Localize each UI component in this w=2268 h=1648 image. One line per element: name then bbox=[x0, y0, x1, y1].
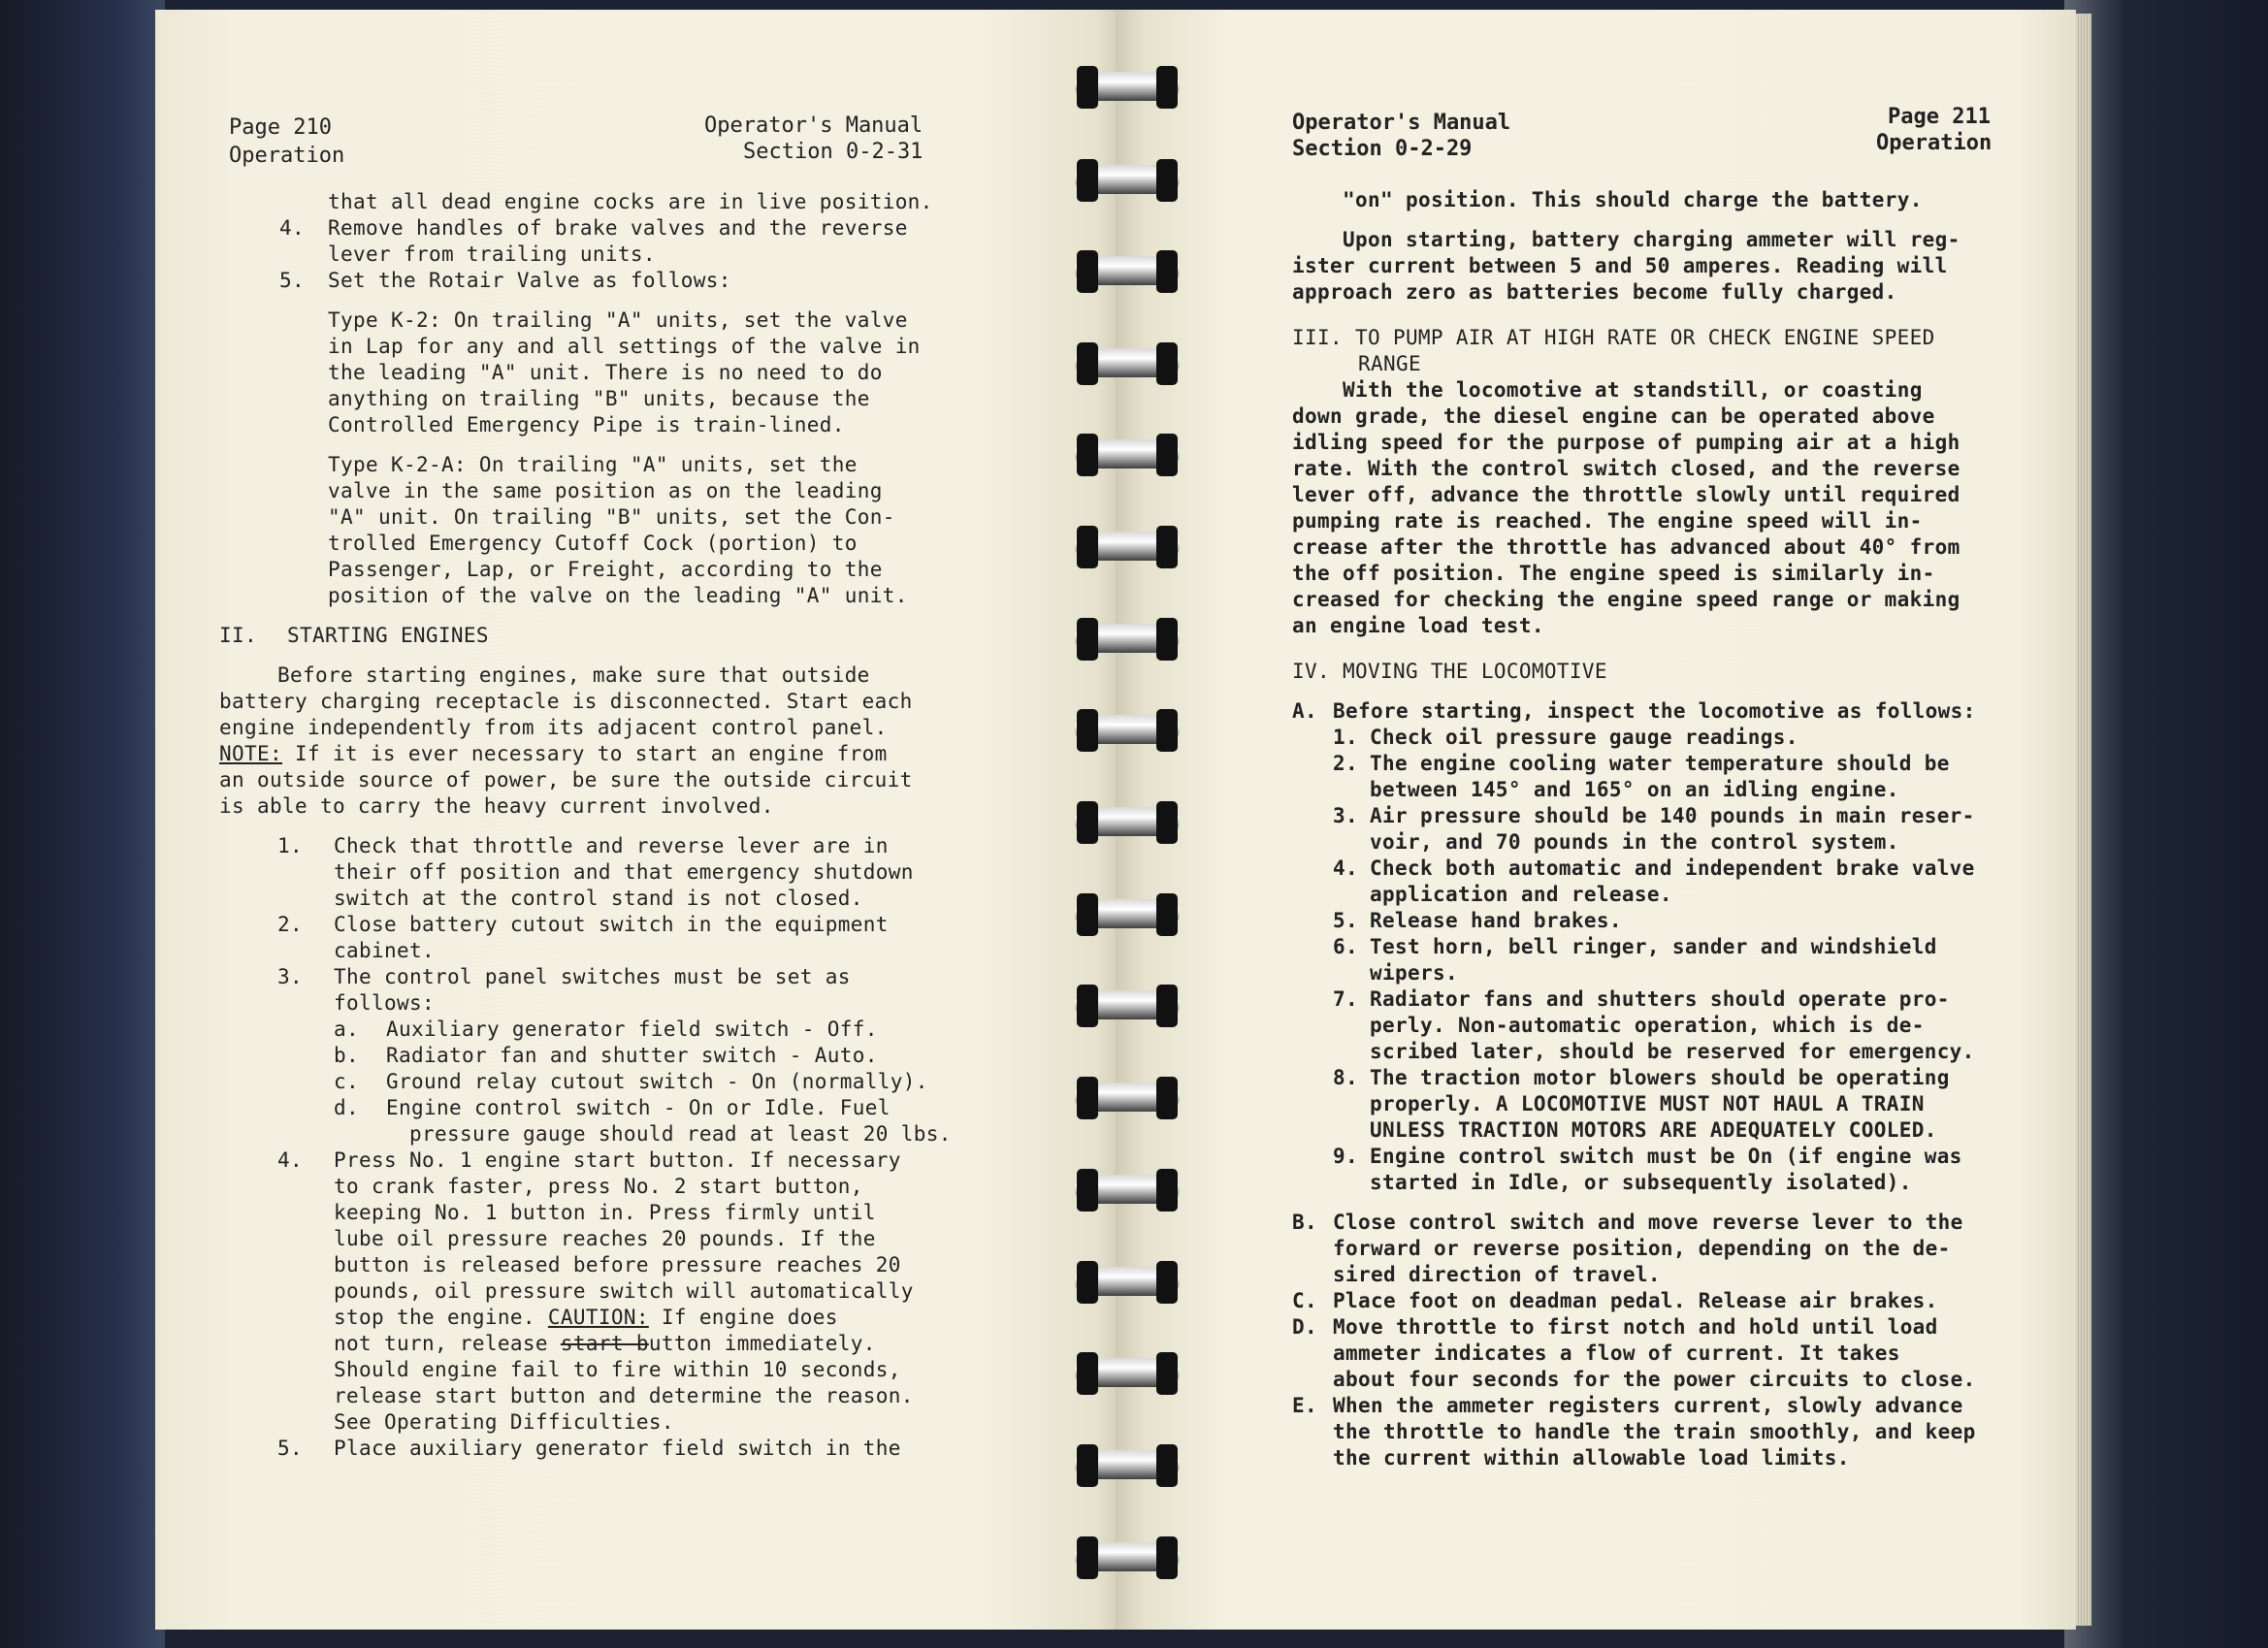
list-item bbox=[1292, 934, 1976, 960]
body-line bbox=[219, 741, 952, 767]
body-line: the leading "A" unit. There is no need to do bbox=[328, 361, 883, 384]
list-item bbox=[1292, 751, 1976, 777]
list-item bbox=[219, 268, 952, 294]
body-line: engine independently from its adjacent control panel. bbox=[219, 716, 888, 739]
body-line: an engine load test. bbox=[1292, 614, 1544, 637]
item-text: The engine cooling water temperature should be bbox=[1370, 752, 1950, 775]
item-text: The control panel switches must be set as bbox=[334, 965, 851, 988]
item-number: 4. bbox=[277, 1148, 303, 1172]
item-number: 1. bbox=[1333, 726, 1358, 749]
item-text: Radiator fans and shutters should operate pro- bbox=[1370, 987, 1950, 1011]
item-letter: E. bbox=[1292, 1394, 1317, 1417]
page-stack-edge bbox=[2076, 14, 2091, 1626]
body-line: is able to carry the heavy current involved. bbox=[219, 794, 774, 818]
body-line: the throttle to handle the train smoothly, and keep bbox=[1333, 1420, 1976, 1443]
binder-cover-left bbox=[0, 0, 165, 1648]
list-item bbox=[219, 912, 952, 938]
list-item bbox=[219, 964, 952, 990]
binding-coil bbox=[1075, 434, 1180, 476]
item-text: Engine control switch must be On (if engine was bbox=[1370, 1145, 1962, 1168]
binding-coil bbox=[1075, 250, 1180, 293]
body-line: Should engine fail to fire within 10 seconds, bbox=[334, 1358, 901, 1381]
item-text: Set the Rotair Valve as follows: bbox=[328, 269, 731, 292]
item-text: Close battery cutout switch in the equipment bbox=[334, 913, 889, 936]
item-letter: A. bbox=[1292, 699, 1317, 723]
body-line: their off position and that emergency shutdown bbox=[334, 860, 914, 884]
body-line: sired direction of travel. bbox=[1333, 1263, 1661, 1286]
body-line: release start button and determine the reason. bbox=[334, 1384, 914, 1407]
item-number: 4. bbox=[279, 216, 305, 240]
body-line: forward or reverse position, depending on the de- bbox=[1333, 1237, 1951, 1260]
item-text: Check that throttle and reverse lever are in bbox=[334, 834, 889, 857]
body-line: the current within allowable load limits. bbox=[1333, 1446, 1850, 1470]
section-heading: RANGE bbox=[1358, 352, 1421, 375]
binding-coil bbox=[1075, 1077, 1180, 1119]
right-section-name: Operation bbox=[1876, 131, 1993, 155]
left-manual-title: Operator's Manual bbox=[704, 113, 923, 138]
item-text: Place auxiliary generator field switch in the bbox=[334, 1437, 901, 1460]
section-heading-number: II. bbox=[219, 624, 257, 647]
binding-coil bbox=[1075, 1352, 1180, 1395]
body-line: started in Idle, or subsequently isolated). bbox=[1370, 1171, 1912, 1194]
body-line: trolled Emergency Cutoff Cock (portion) to bbox=[328, 532, 858, 555]
section-heading: III. TO PUMP AIR AT HIGH RATE OR CHECK ENGINE SPEED bbox=[1292, 326, 1935, 349]
item-text: Release hand brakes. bbox=[1370, 909, 1622, 932]
item-number: 3. bbox=[1333, 804, 1358, 827]
body-line: pumping rate is reached. The engine speed will in- bbox=[1292, 509, 1923, 533]
right-manual-title: Operator's Manual bbox=[1292, 111, 1511, 135]
right-section-number: Section 0-2-29 bbox=[1292, 137, 1473, 161]
binding-coil bbox=[1075, 985, 1180, 1027]
section-heading-text: STARTING ENGINES bbox=[287, 624, 489, 647]
binding-coil bbox=[1075, 709, 1180, 752]
list-item bbox=[1292, 1144, 1976, 1170]
item-text: Air pressure should be 140 pounds in main reser- bbox=[1370, 804, 1975, 827]
body-line: lube oil pressure reaches 20 pounds. If the bbox=[334, 1227, 876, 1250]
item-text: Place foot on deadman pedal. Release air brakes. bbox=[1333, 1289, 1938, 1312]
body-line: about four seconds for the power circuits to close. bbox=[1333, 1368, 1976, 1391]
binding-coil bbox=[1075, 342, 1180, 385]
item-letter: B. bbox=[1292, 1211, 1317, 1234]
body-line: idling speed for the purpose of pumping air at a high bbox=[1292, 431, 1960, 454]
body-line: lever from trailing units. bbox=[328, 242, 656, 266]
item-text: Before starting, inspect the locomotive as follows: bbox=[1333, 699, 1976, 723]
caution-label: CAUTION: bbox=[547, 1306, 649, 1329]
item-number: 8. bbox=[1333, 1066, 1358, 1089]
list-item bbox=[219, 215, 952, 242]
item-number: 5. bbox=[279, 269, 305, 292]
body-line: application and release. bbox=[1370, 883, 1672, 906]
item-number: 5. bbox=[277, 1437, 303, 1460]
binding-coil bbox=[1075, 1444, 1180, 1487]
text-run: not turn, release bbox=[334, 1332, 561, 1355]
body-line: With the locomotive at standstill, or coasting bbox=[1343, 378, 1923, 402]
item-letter: D. bbox=[1292, 1315, 1317, 1339]
sub-item bbox=[219, 1095, 952, 1121]
sub-item-text: Auxiliary generator field switch - Off. bbox=[386, 1018, 878, 1041]
body-line: perly. Non-automatic operation, which is de- bbox=[1370, 1014, 1925, 1037]
body-line bbox=[219, 1331, 952, 1357]
note-label: NOTE: bbox=[219, 742, 282, 765]
list-item bbox=[219, 1147, 952, 1174]
body-line: pounds, oil pressure switch will automatically bbox=[334, 1279, 914, 1303]
list-item bbox=[1292, 698, 1976, 725]
text-run: If engine does bbox=[648, 1306, 838, 1329]
item-number: 1. bbox=[277, 834, 303, 857]
binding-coil bbox=[1075, 893, 1180, 936]
body-line: down grade, the diesel engine can be operated above bbox=[1292, 404, 1935, 428]
body-line: creased for checking the engine speed range or making bbox=[1292, 588, 1960, 611]
struck-text: start b bbox=[560, 1332, 649, 1355]
binding-coil bbox=[1075, 1536, 1180, 1579]
binding-coil bbox=[1075, 159, 1180, 202]
item-number: 5. bbox=[1333, 909, 1358, 932]
sub-item-letter: a. bbox=[334, 1018, 359, 1041]
item-letter: C. bbox=[1292, 1289, 1317, 1312]
binding-coil bbox=[1075, 1169, 1180, 1212]
body-line: Before starting engines, make sure that outside bbox=[277, 663, 870, 687]
body-line: switch at the control stand is not closed. bbox=[334, 887, 863, 910]
body-line: battery charging receptacle is disconnected. Start each bbox=[219, 690, 913, 713]
sub-item-letter: d. bbox=[334, 1096, 359, 1119]
item-text: Remove handles of brake valves and the reverse bbox=[328, 216, 908, 240]
left-page-number: Page 210 bbox=[229, 115, 332, 140]
sub-item-letter: b. bbox=[334, 1044, 359, 1067]
sub-item-text: Engine control switch - On or Idle. Fuel bbox=[386, 1096, 891, 1119]
item-number: 2. bbox=[277, 913, 303, 936]
body-line: Type K-2: On trailing "A" units, set the valve bbox=[328, 308, 908, 332]
body-line: follows: bbox=[334, 991, 435, 1015]
item-text: When the ammeter registers current, slowly advance bbox=[1333, 1394, 1963, 1417]
list-item bbox=[1292, 856, 1976, 882]
list-item bbox=[1292, 803, 1976, 829]
item-text: Close control switch and move reverse lever to the bbox=[1333, 1211, 1963, 1234]
body-line: ammeter indicates a flow of current. It takes bbox=[1333, 1341, 1900, 1365]
item-text: Test horn, bell ringer, sander and windshield bbox=[1370, 935, 1937, 958]
body-line: wipers. bbox=[1370, 961, 1458, 985]
list-item bbox=[1292, 1210, 1976, 1236]
body-line bbox=[219, 1305, 952, 1331]
right-page bbox=[1116, 10, 2076, 1630]
body-line: "A" unit. On trailing "B" units, set the Con- bbox=[328, 505, 895, 529]
item-text: Move throttle to first notch and hold until load bbox=[1333, 1315, 1938, 1339]
list-item bbox=[1292, 986, 1976, 1013]
binding-coil bbox=[1075, 618, 1180, 661]
body-line: to crank faster, press No. 2 start button, bbox=[334, 1175, 863, 1198]
body-line: keeping No. 1 button in. Press firmly until bbox=[334, 1201, 876, 1224]
list-item bbox=[1292, 1393, 1976, 1419]
body-line: rate. With the control switch closed, and the reverse bbox=[1292, 457, 1960, 480]
item-number: 3. bbox=[277, 965, 303, 988]
item-text: Check oil pressure gauge readings. bbox=[1370, 726, 1798, 749]
body-line: "on" position. This should charge the battery. bbox=[1343, 188, 1923, 211]
body-line: Type K-2-A: On trailing "A" units, set the bbox=[328, 453, 858, 476]
binding-coil bbox=[1075, 66, 1180, 109]
list-item bbox=[219, 1436, 952, 1462]
list-item bbox=[1292, 725, 1976, 751]
text-run: stop the engine. bbox=[334, 1306, 548, 1329]
body-line: properly. A LOCOMOTIVE MUST NOT HAUL A TRAIN bbox=[1370, 1092, 1925, 1115]
item-text: Check both automatic and independent brake valve bbox=[1370, 856, 1975, 880]
body-line: UNLESS TRACTION MOTORS ARE ADEQUATELY COOLED. bbox=[1370, 1118, 1937, 1142]
text-run: utton immediately. bbox=[648, 1332, 876, 1355]
body-line: an outside source of power, be sure the outside circuit bbox=[219, 768, 913, 792]
body-line: between 145° and 165° on an idling engine. bbox=[1370, 778, 1899, 801]
right-page-body bbox=[1292, 187, 1976, 1471]
sub-item-text: Radiator fan and shutter switch - Auto. bbox=[386, 1044, 878, 1067]
right-page-number: Page 211 bbox=[1888, 105, 1991, 129]
body-line: Passenger, Lap, or Freight, according to the bbox=[328, 558, 883, 581]
item-number: 2. bbox=[1333, 752, 1358, 775]
body-line: that all dead engine cocks are in live position. bbox=[328, 190, 933, 213]
section-heading: IV. MOVING THE LOCOMOTIVE bbox=[1292, 660, 1607, 683]
body-line: crease after the throttle has advanced about 40° from bbox=[1292, 535, 1960, 559]
body-line: button is released before pressure reaches 20 bbox=[334, 1253, 901, 1276]
body-line: ister current between 5 and 50 amperes. Reading will bbox=[1292, 254, 1948, 277]
item-number: 7. bbox=[1333, 987, 1358, 1011]
list-item bbox=[219, 833, 952, 859]
list-item bbox=[1292, 908, 1976, 934]
body-line: lever off, advance the throttle slowly until required bbox=[1292, 483, 1960, 506]
binding-coil bbox=[1075, 526, 1180, 568]
body-line: voir, and 70 pounds in the control system. bbox=[1370, 830, 1899, 854]
sub-item-letter: c. bbox=[334, 1070, 359, 1093]
sub-item bbox=[219, 1043, 952, 1069]
section-heading bbox=[219, 623, 952, 649]
body-line: in Lap for any and all settings of the valve in bbox=[328, 335, 921, 358]
body-line: approach zero as batteries become fully charged. bbox=[1292, 280, 1897, 304]
body-line: pressure gauge should read at least 20 lbs. bbox=[409, 1122, 952, 1146]
left-section-name: Operation bbox=[229, 144, 345, 168]
binding-coil bbox=[1075, 1261, 1180, 1304]
left-section-number: Section 0-2-31 bbox=[743, 140, 923, 164]
sub-item bbox=[219, 1069, 952, 1095]
body-line: See Operating Difficulties. bbox=[334, 1410, 674, 1434]
body-line: position of the valve on the leading "A" unit. bbox=[328, 584, 908, 607]
list-item bbox=[1292, 1288, 1976, 1314]
body-line: valve in the same position as on the leading bbox=[328, 479, 883, 502]
binding-coil bbox=[1075, 801, 1180, 844]
body-line: Controlled Emergency Pipe is train-lined. bbox=[328, 413, 845, 436]
list-item bbox=[1292, 1314, 1976, 1341]
left-page-body bbox=[219, 189, 952, 1462]
body-line: the off position. The engine speed is similarly in- bbox=[1292, 562, 1935, 585]
note-text: If it is ever necessary to start an engine from bbox=[281, 742, 888, 765]
item-number: 9. bbox=[1333, 1145, 1358, 1168]
body-line: Upon starting, battery charging ammeter will reg- bbox=[1343, 228, 1960, 251]
sub-item-text: Ground relay cutout switch - On (normally). bbox=[386, 1070, 928, 1093]
item-number: 6. bbox=[1333, 935, 1358, 958]
list-item bbox=[1292, 1065, 1976, 1091]
body-line: cabinet. bbox=[334, 939, 435, 962]
item-text: Press No. 1 engine start button. If necessary bbox=[334, 1148, 901, 1172]
sub-item bbox=[219, 1017, 952, 1043]
binder-cover-right bbox=[2064, 0, 2268, 1648]
left-page bbox=[155, 10, 1125, 1630]
body-line: anything on trailing "B" units, because the bbox=[328, 387, 870, 410]
item-text: The traction motor blowers should be operating bbox=[1370, 1066, 1950, 1089]
item-number: 4. bbox=[1333, 856, 1358, 880]
body-line: scribed later, should be reserved for emergency. bbox=[1370, 1040, 1975, 1063]
